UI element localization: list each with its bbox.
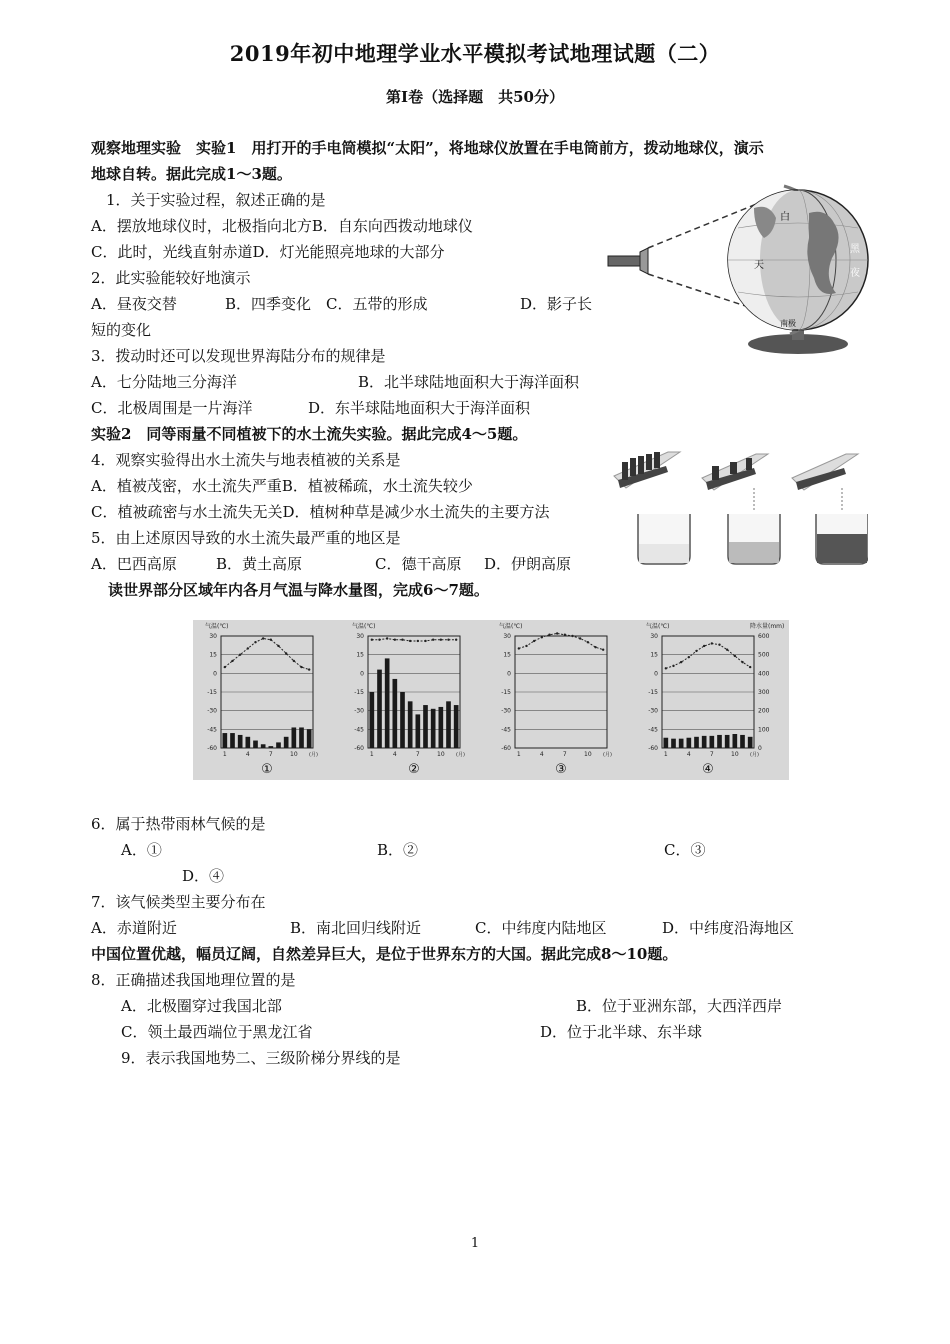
- globe-label-south: 南极: [780, 319, 796, 328]
- q3-stem: 3．拨动时还可以发现世界海陆分布的规律是: [91, 347, 386, 365]
- q4-options-cd: C．植被疏密与水土流失无关D．植树种草是减少水土流失的主要方法: [91, 503, 550, 521]
- q2-option-d: D．影子长: [520, 295, 593, 313]
- temp-point: [711, 642, 713, 644]
- month-tick-label: 7: [562, 751, 567, 758]
- q2-option-a: A．昼夜交替: [91, 295, 177, 313]
- setup-bare-soil: [792, 454, 868, 564]
- temp-tick-label: -60: [354, 745, 364, 752]
- month-unit-label: (月): [603, 752, 612, 758]
- setup-dense-vegetation: [614, 452, 690, 564]
- temp-tick-label: 30: [650, 633, 658, 640]
- month-tick-label: 10: [290, 751, 298, 758]
- climate-panel-label: ④: [702, 762, 714, 777]
- precip-tick-label: 300: [758, 689, 770, 696]
- temp-axis-title: 气温(℃): [205, 623, 229, 630]
- q6-option-b: B．②: [377, 841, 419, 859]
- temp-tick-label: 0: [213, 670, 217, 678]
- q6-option-c: C．③: [664, 841, 706, 859]
- q2-option-d-cont: 短的变化: [91, 321, 152, 339]
- precip-bar: [230, 733, 235, 748]
- temp-point: [371, 639, 373, 641]
- temp-point: [587, 641, 589, 643]
- q9-stem: 9．表示我国地势二、三级阶梯分界线的是: [121, 1049, 401, 1067]
- temp-tick-label: -60: [207, 745, 217, 752]
- month-tick-label: 7: [415, 751, 420, 758]
- month-tick-label: 4: [245, 751, 250, 758]
- q7-option-b: B．南北回归线附近: [290, 919, 422, 937]
- precip-tick-label: 600: [758, 633, 770, 640]
- temp-point: [277, 645, 279, 647]
- precip-bar: [439, 707, 444, 748]
- precip-tick-label: 100: [758, 726, 770, 734]
- temp-point: [224, 666, 226, 668]
- page-number: 1: [470, 1236, 480, 1251]
- q3-option-d: D．东半球陆地面积大于海洋面积: [308, 399, 531, 417]
- q1-options-cd: C．此时，光线直射赤道D．灯光能照亮地球的大部分: [91, 243, 445, 261]
- q2-stem: 2．此实验能较好地演示: [91, 269, 251, 287]
- temp-tick-label: -30: [648, 707, 658, 715]
- temp-point: [665, 667, 667, 669]
- month-tick-label: 1: [663, 751, 668, 758]
- temp-point: [525, 645, 527, 647]
- temp-point: [734, 655, 736, 657]
- q1-options-ab: A．摆放地球仪时，北极指向北方B．自东向西拨动地球仪: [91, 217, 473, 235]
- temp-point: [541, 636, 543, 638]
- q4-options-ab: A．植被茂密，水土流失严重B．植被稀疏，水土流失较少: [91, 477, 473, 495]
- month-tick-label: 10: [584, 751, 592, 758]
- q3-option-b: B．北半球陆地面积大于海洋面积: [358, 373, 580, 391]
- globe-label-night2: 夜: [850, 268, 860, 279]
- climate-panel-label: ②: [408, 762, 420, 777]
- globe-label-day: 白: [780, 212, 790, 223]
- temp-point: [285, 652, 287, 654]
- temp-point: [401, 639, 403, 641]
- temp-point: [518, 647, 520, 649]
- climate-charts-background: [193, 620, 789, 780]
- q8-option-b: B．位于亚洲东部，大西洋西岸: [576, 997, 783, 1015]
- month-unit-label: (月): [750, 752, 759, 758]
- precip-bar: [710, 736, 715, 748]
- climate-charts-figure: [193, 620, 789, 780]
- precip-bar: [292, 727, 297, 748]
- temp-point: [308, 668, 310, 670]
- q8-option-d: D．位于北半球、东半球: [540, 1023, 703, 1041]
- precip-bar: [423, 705, 428, 748]
- temp-tick-label: -45: [501, 726, 511, 734]
- temp-tick-label: -15: [354, 689, 364, 696]
- month-unit-label: (月): [309, 752, 318, 758]
- precip-bar: [284, 737, 289, 748]
- temp-tick-label: 15: [209, 651, 217, 659]
- temp-point: [579, 637, 581, 639]
- globe-label-night: 黑: [850, 244, 860, 255]
- precip-bar: [694, 737, 699, 748]
- temp-point: [726, 648, 728, 650]
- q5-option-b: B．黄土高原: [216, 555, 303, 573]
- precip-tick-label: 400: [758, 670, 770, 678]
- erosion-experiment-figure: [606, 448, 868, 572]
- temp-tick-label: -45: [207, 726, 217, 734]
- temp-tick-label: -15: [207, 689, 217, 696]
- q5-option-d: D．伊朗高原: [484, 555, 572, 573]
- precip-bar: [733, 734, 738, 748]
- temp-tick-label: 0: [654, 670, 658, 678]
- temp-point: [749, 666, 751, 668]
- flashlight-icon: [608, 256, 640, 266]
- q7-stem: 7．该气候类型主要分布在: [91, 893, 266, 911]
- temp-point: [741, 661, 743, 663]
- temp-point: [440, 639, 442, 641]
- temp-point: [270, 639, 272, 641]
- q8-stem: 8．正确描述我国地理位置的是: [91, 971, 296, 989]
- temp-axis-title: 气温(℃): [646, 623, 670, 630]
- temp-point: [247, 647, 249, 649]
- temp-tick-label: -60: [648, 745, 658, 752]
- q8-option-a: A．北极圈穿过我国北部: [121, 997, 282, 1015]
- temp-point: [571, 635, 573, 637]
- precip-bar: [261, 744, 266, 748]
- month-tick-label: 1: [222, 751, 227, 758]
- q7-option-d: D．中纬度沿海地区: [662, 919, 795, 937]
- temp-tick-label: -15: [501, 689, 511, 696]
- climate-panel-label: ③: [555, 762, 567, 777]
- temp-point: [378, 639, 380, 641]
- temp-tick-label: -30: [207, 707, 217, 715]
- exp2-intro: 实验2 同等雨量不同植被下的水土流失实验。据此完成4～5题。: [91, 425, 528, 443]
- temp-tick-label: 15: [356, 651, 364, 659]
- temp-point: [432, 639, 434, 641]
- precip-bar: [307, 729, 312, 748]
- precip-bar: [269, 746, 274, 748]
- month-tick-label: 1: [516, 751, 521, 758]
- temp-tick-label: -45: [354, 726, 364, 734]
- q3-option-c: C．北极周围是一片海洋: [91, 399, 253, 417]
- month-tick-label: 4: [392, 751, 397, 758]
- temp-tick-label: -30: [354, 707, 364, 715]
- q6-option-d: D．④: [182, 867, 225, 885]
- temp-point: [718, 644, 720, 646]
- precip-bar: [238, 735, 243, 748]
- precip-bar: [377, 670, 382, 748]
- precip-bar: [246, 737, 251, 748]
- precip-bar: [400, 692, 405, 748]
- precip-bar: [725, 735, 730, 748]
- q5-stem: 5．由上述原因导致的水土流失最严重的地区是: [91, 529, 401, 547]
- climate-intro: 读世界部分区域年内各月气温与降水量图，完成6～7题。: [108, 581, 489, 599]
- temp-point: [594, 646, 596, 648]
- temp-point: [231, 660, 233, 662]
- temp-point: [262, 637, 264, 639]
- precip-bar: [679, 739, 684, 748]
- temp-tick-label: -45: [648, 726, 658, 734]
- setup-sparse-vegetation: [702, 454, 780, 564]
- precip-bar: [687, 738, 692, 748]
- precip-tick-label: 0: [758, 745, 762, 752]
- temp-point: [672, 665, 674, 667]
- precip-bar: [253, 741, 258, 748]
- climate-panel-label: ①: [261, 762, 273, 777]
- precip-bar: [702, 736, 707, 748]
- month-tick-label: 7: [709, 751, 714, 758]
- precip-bar: [717, 735, 722, 748]
- month-tick-label: 4: [539, 751, 544, 758]
- globe-label-day2: 天: [754, 260, 764, 271]
- temp-point: [447, 639, 449, 641]
- temp-tick-label: 0: [507, 670, 511, 678]
- month-unit-label: (月): [456, 752, 465, 758]
- precip-bar: [454, 705, 459, 748]
- month-tick-label: 7: [268, 751, 273, 758]
- temp-tick-label: -60: [501, 745, 511, 752]
- temp-tick-label: 15: [650, 651, 658, 659]
- precip-bar: [393, 679, 398, 748]
- china-intro: 中国位置优越，幅员辽阔，自然差异巨大，是位于世界东方的大国。据此完成8～10题。: [91, 945, 678, 963]
- q1-stem: 1．关于实验过程，叙述正确的是: [106, 191, 326, 209]
- section-title: 第Ⅰ卷（选择题 共50分）: [386, 88, 564, 106]
- precip-bar: [385, 658, 390, 748]
- temp-point: [533, 640, 535, 642]
- q3-option-a: A．七分陆地三分海洋: [91, 373, 237, 391]
- exp1-intro-line2: 地球自转。据此完成1～3题。: [91, 165, 292, 183]
- month-tick-label: 10: [731, 751, 739, 758]
- precip-bar: [223, 733, 228, 748]
- precip-bar: [370, 692, 375, 748]
- temp-point: [695, 650, 697, 652]
- temp-point: [602, 648, 604, 650]
- temp-tick-label: 0: [360, 670, 364, 678]
- temp-tick-label: 30: [356, 633, 364, 640]
- temp-tick-label: -15: [648, 689, 658, 696]
- temp-point: [455, 639, 457, 641]
- q4-stem: 4．观察实验得出水土流失与地表植被的关系是: [91, 451, 401, 469]
- exp1-intro-line1: 观察地理实验 实验1 用打开的手电筒模拟“太阳”，将地球仪放置在手电筒前方，拨动地球仪，演示: [91, 139, 764, 157]
- temp-tick-label: 30: [503, 633, 511, 640]
- temp-tick-label: -30: [501, 707, 511, 715]
- temp-point: [394, 639, 396, 641]
- temp-point: [556, 632, 558, 634]
- temp-point: [703, 645, 705, 647]
- q6-option-a: A．①: [121, 841, 162, 859]
- precip-bar: [299, 727, 304, 748]
- exam-title: 2019年初中地理学业水平模拟考试地理试题（二）: [229, 41, 721, 66]
- precip-tick-label: 200: [758, 707, 770, 715]
- temp-point: [293, 660, 295, 662]
- temp-tick-label: 15: [503, 651, 511, 659]
- precip-bar: [671, 739, 676, 748]
- month-tick-label: 1: [369, 751, 374, 758]
- temp-point: [254, 641, 256, 643]
- precip-bar: [740, 735, 745, 748]
- temp-point: [564, 634, 566, 636]
- temp-axis-title: 气温(℃): [352, 623, 376, 630]
- temp-tick-label: 30: [209, 633, 217, 640]
- temp-point: [239, 653, 241, 655]
- q6-stem: 6．属于热带雨林气候的是: [91, 815, 266, 833]
- precip-bar: [446, 701, 451, 748]
- precip-bar: [664, 738, 669, 748]
- q8-option-c: C．领土最西端位于黑龙江省: [121, 1023, 313, 1041]
- month-tick-label: 10: [437, 751, 445, 758]
- q7-option-c: C．中纬度内陆地区: [475, 919, 607, 937]
- precip-bar: [276, 742, 281, 748]
- precip-bar: [416, 714, 421, 748]
- temp-point: [680, 661, 682, 663]
- globe-flashlight-figure: [604, 168, 874, 358]
- precip-tick-label: 500: [758, 651, 770, 659]
- precip-axis-title: 降水量(mm): [750, 623, 785, 630]
- month-tick-label: 4: [686, 751, 691, 758]
- temp-point: [424, 640, 426, 642]
- precip-bar: [408, 701, 413, 748]
- temp-point: [409, 640, 411, 642]
- q5-option-a: A．巴西高原: [91, 555, 177, 573]
- q2-option-c: C．五带的形成: [326, 295, 428, 313]
- temp-point: [548, 634, 550, 636]
- q2-option-b: B．四季变化: [225, 295, 312, 313]
- temp-point: [688, 656, 690, 658]
- temp-point: [417, 640, 419, 642]
- temp-point: [386, 637, 388, 639]
- q5-option-c: C．德干高原: [375, 555, 462, 573]
- temp-axis-title: 气温(℃): [499, 623, 523, 630]
- precip-bar: [748, 737, 753, 748]
- q7-option-a: A．赤道附近: [91, 919, 177, 937]
- precip-bar: [431, 709, 436, 748]
- temp-point: [300, 666, 302, 668]
